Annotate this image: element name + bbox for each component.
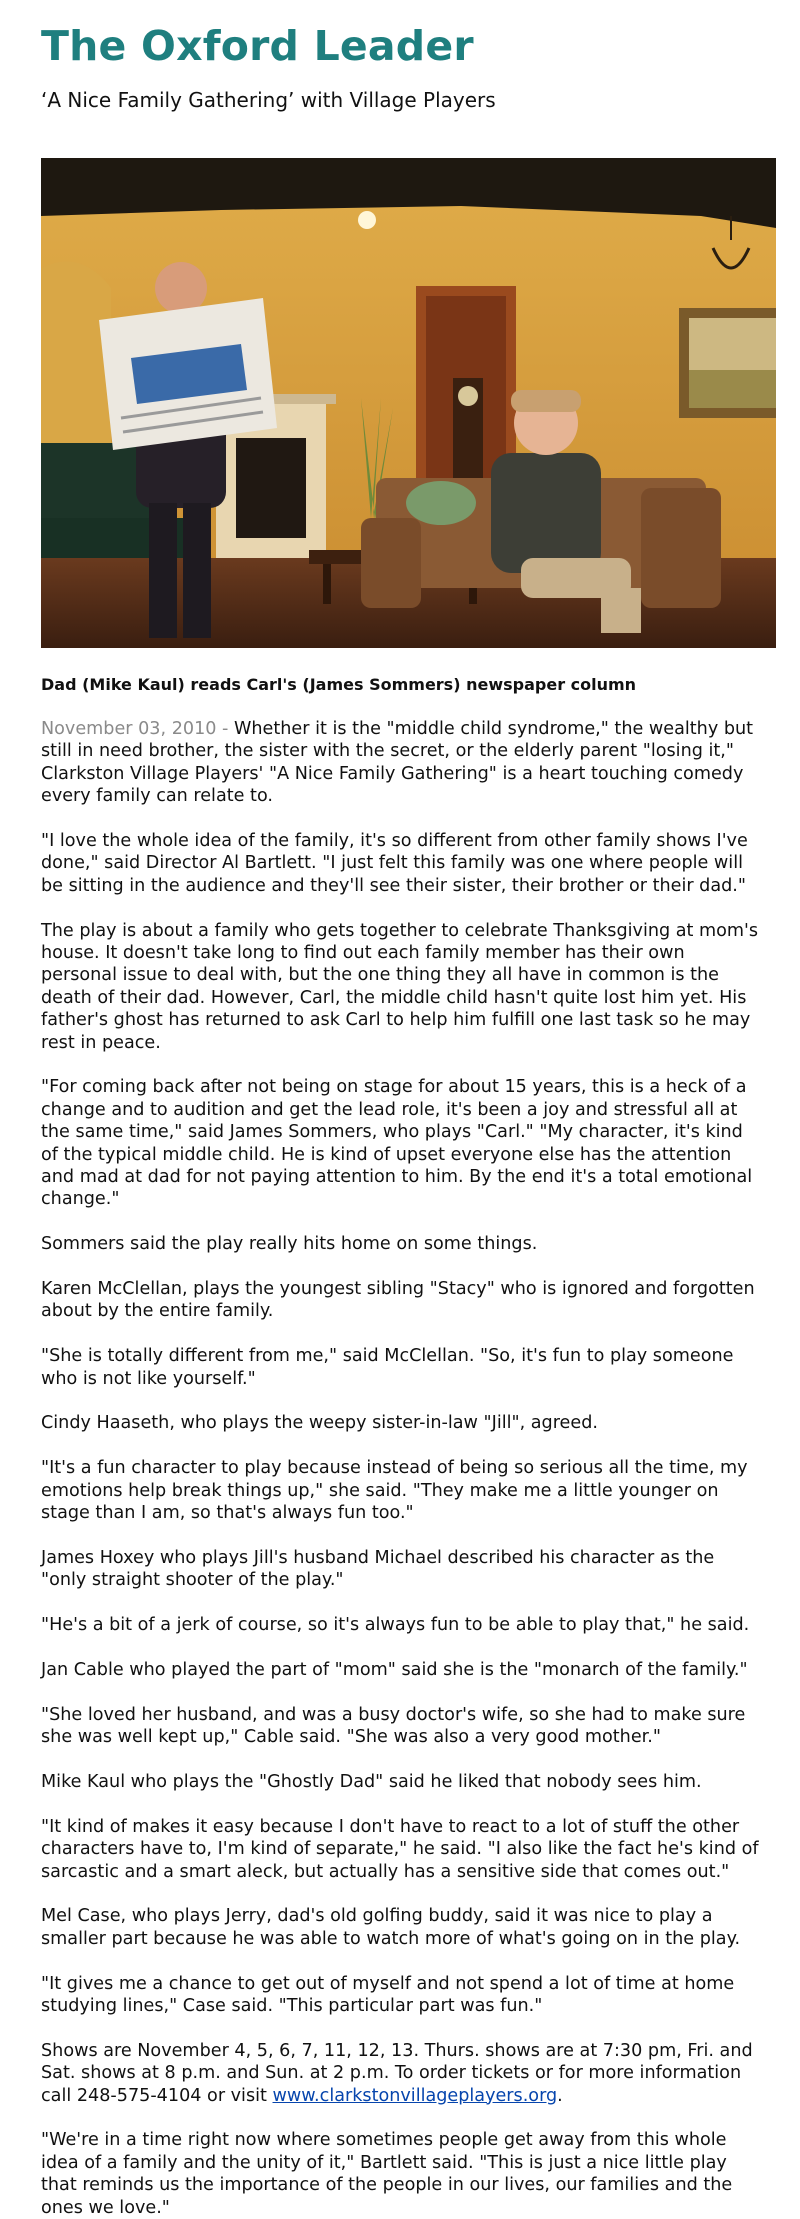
paragraph: "I love the whole idea of the family, it's so different from other family shows I've done," said Director Al Bartlett. "I just felt this family was one where people will be sitting in the audience and they'll see their sister, their brother or their dad." [41,831,748,896]
ticket-website-link[interactable]: www.clarkstonvillageplayers.org [272,2085,558,2106]
paragraph: "She is totally different from me," said McClellan. "So, it's fun to play someone who is not like yourself." [41,1346,734,1389]
article-body [41,718,760,2219]
paragraph: "He's a bit of a jerk of course, so it's always fun to be able to play that," he said. [41,1615,750,1636]
masthead: The Oxford Leader [41,22,474,70]
lead-text: Whether it is the "middle child syndrome," the wealthy but still in need brother, the sister with the secret, or the elderly parent "losing it," Clarkston Village Players' "A Nice Family Gathering" is a heart touching comedy every family can relate to. [41,719,754,807]
paragraph: Cindy Haaseth, who plays the weepy sister-in-law "Jill", agreed. [41,1413,598,1434]
photo-caption: Dad (Mike Kaul) reads Carl's (James Sommers) newspaper column [41,675,637,694]
paragraph: Mike Kaul who plays the "Ghostly Dad" said he liked that nobody sees him. [41,1771,702,1792]
shows-text: Shows are November 4, 5, 6, 7, 11, 12, 13. Thurs. shows are at 7:30 pm, Fri. and Sat. shows at 8 p.m. and Sun. at 2 p.m. To order tickets or for more information call 248-575-4104 or visit [41,2040,753,2106]
paragraph: Mel Case, who plays Jerry, dad's old golfing buddy, said it was nice to play a smaller part because he was able to watch more of what's going on in the play. [41,1906,741,1949]
dateline: November 03, 2010 - [41,719,234,739]
headline: ‘A Nice Family Gathering’ with Village Players [41,88,496,112]
closing-paragraph: "We're in a time right now where sometimes people get away from this whole idea of a family and the unity of it," Bartlett said. "This is just a nice little play that reminds us the importance of the people in our lives, our families and the ones we love." [41,2130,733,2218]
paragraph: Jan Cable who played the part of "mom" said she is the "monarch of the family." [41,1659,748,1680]
shows-paragraph [41,2040,760,2107]
paragraph: Karen McClellan, plays the youngest sibling "Stacy" who is ignored and forgotten about by the entire family. [41,1279,755,1322]
paragraph: "For coming back after not being on stage for about 15 years, this is a heck of a change and to audition and get the lead role, it's been a joy and stressful all at the same time," said James Sommers, who plays "Carl." "My character, it's kind of the typical middle child. He is kind of upset everyone else has the attention and mad at dad for not paying attention to him. By the end it's a total emotional change." [41,1077,753,1210]
article-photo [41,158,776,648]
paragraph: "It gives me a chance to get out of myself and not spend a lot of time at home studying lines," Case said. "This particular part was fun." [41,1973,735,2016]
paragraph: "It kind of makes it easy because I don't have to react to a lot of stuff the other characters have to, I'm kind of separate," he said. "I also like the fact he's kind of sarcastic and a smart aleck, but actually has a sensitive side that comes out." [41,1816,759,1882]
stage-scene-image [41,158,776,648]
paragraph: The play is about a family who gets together to celebrate Thanksgiving at mom's house. It doesn't take long to find out each family member has their own personal issue to deal with, but the one thing they all have in common is the death of their dad. However, Carl, the middle child hasn't quite lost him yet. His father's ghost has returned to ask Carl to help him fulfill one last task so he may rest in peace. [41,920,759,1053]
paragraph: James Hoxey who plays Jill's husband Michael described his character as the "only straight shooter of the play." [41,1547,715,1591]
paragraph: "It's a fun character to play because instead of being so serious all the time, my emotions help break things up," she said. "They make me a little younger on stage than I am, so that's always fun too." [41,1458,748,1524]
lead-paragraph [41,718,760,808]
shows-end: . [557,2085,563,2106]
paragraph: Sommers said the play really hits home on some things. [41,1234,538,1255]
paragraph: "She loved her husband, and was a busy doctor's wife, so she had to make sure she was well kept up," Cable said. "She was also a very good mother." [41,1704,746,1748]
